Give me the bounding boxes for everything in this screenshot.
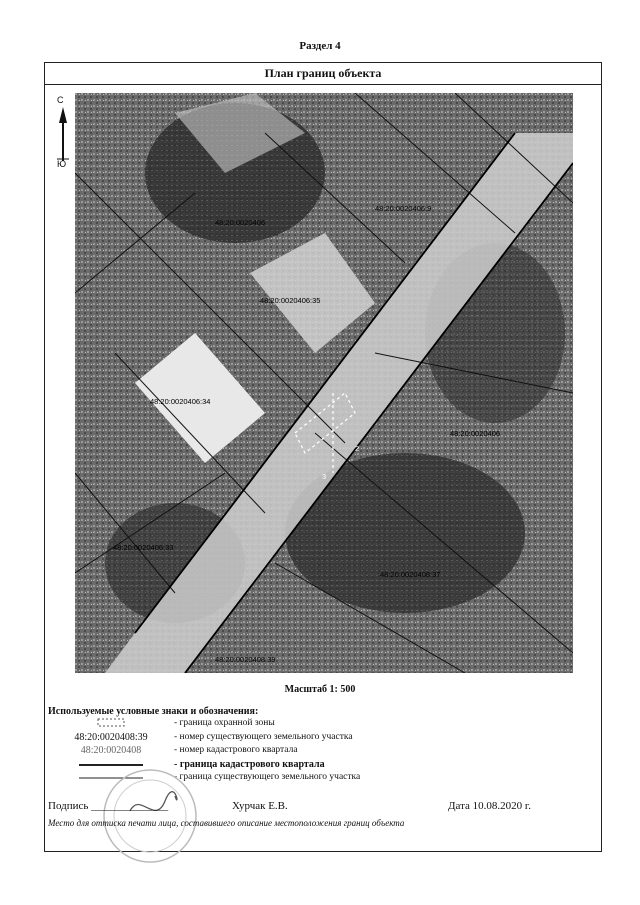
map-label: 48:20:0020406 bbox=[215, 218, 266, 227]
legend-text: - граница кадастрового квартала bbox=[174, 759, 325, 770]
north-arrow bbox=[53, 95, 73, 205]
north-label: С bbox=[57, 95, 64, 105]
map-label: 48:20:0020406:34 bbox=[150, 397, 211, 406]
map-label: 48:20:0020406:33 bbox=[113, 543, 174, 552]
plan-title: План границ объекта bbox=[45, 63, 601, 85]
signature-label: Подпись ______________ bbox=[48, 800, 169, 812]
point-label: 3 bbox=[322, 472, 327, 481]
map-label: 48:20:0020406:35 bbox=[260, 296, 321, 305]
map-label: 48:20:0020408:39 bbox=[215, 655, 276, 664]
parcel-number-symbol: 48:20:0020408:39 bbox=[74, 732, 148, 743]
aerial-map bbox=[75, 93, 573, 673]
legend-item bbox=[48, 718, 588, 732]
stamp-place-note: Место для оттиска печати лица, составившего описание местоположения границ объекта bbox=[48, 818, 405, 828]
legend-title: Используемые условные знаки и обозначения: bbox=[48, 706, 259, 717]
protection-zone-symbol bbox=[48, 718, 174, 731]
signer-name: Хурчак Е.В. bbox=[232, 800, 288, 812]
legend-item bbox=[48, 745, 588, 759]
legend-text: - номер существующего земельного участка bbox=[174, 732, 353, 742]
round-stamp bbox=[100, 766, 200, 866]
legend-text: - граница существующего земельного участка bbox=[174, 772, 361, 782]
map-scale: Масштаб 1: 500 bbox=[284, 684, 356, 695]
quarter-number-symbol: 48:20:0020408 bbox=[80, 745, 142, 756]
section-title: Раздел 4 bbox=[299, 40, 341, 52]
south-label: Ю bbox=[57, 159, 67, 169]
map-label: 48:20:0020408:37 bbox=[380, 570, 441, 579]
point-label: 2 bbox=[355, 444, 360, 453]
legend-item bbox=[48, 732, 588, 746]
map-label: 48:20:0020406:9 bbox=[375, 204, 432, 213]
document-date: Дата 10.08.2020 г. bbox=[448, 800, 531, 812]
legend-text: - граница охранной зоны bbox=[174, 718, 275, 728]
map-label: 48:20:0020406 bbox=[450, 429, 501, 438]
legend-text: - номер кадастрового квартала bbox=[174, 745, 298, 755]
